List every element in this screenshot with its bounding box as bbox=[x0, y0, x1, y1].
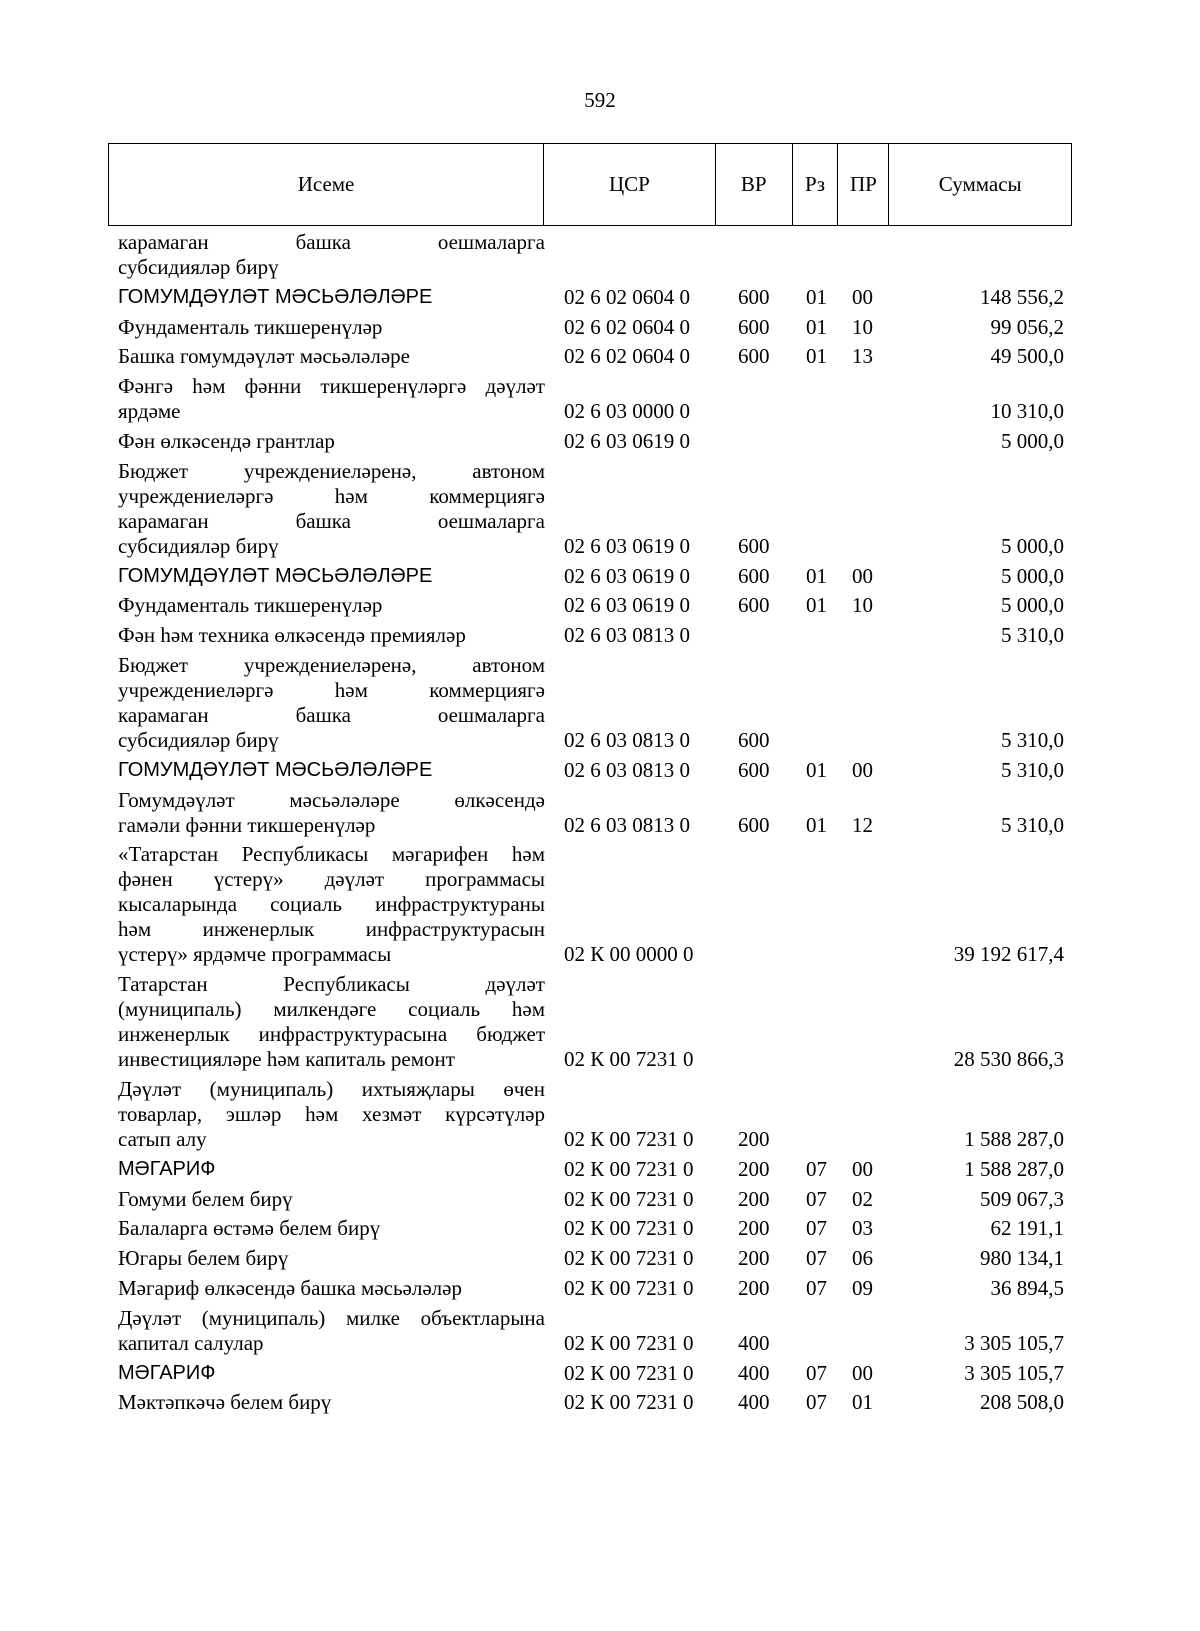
row-name-line: Югары белем бирү bbox=[118, 1246, 289, 1271]
row-name-line: Мәктәпкәчә белем бирү bbox=[118, 1390, 332, 1415]
row-sum: 509 067,3 bbox=[980, 1186, 1064, 1211]
row-csr: 02 6 02 0604 0 bbox=[564, 284, 690, 309]
table-row bbox=[0, 230, 1200, 280]
row-name bbox=[118, 842, 545, 967]
row-rz: 01 bbox=[806, 284, 827, 309]
table-row bbox=[0, 285, 1200, 310]
table-row bbox=[0, 1306, 1200, 1356]
row-vr: 600 bbox=[738, 812, 770, 837]
row-name-line: МӘГАРИФ bbox=[118, 1361, 216, 1384]
row-name-line: «Татарстан Республикасы мәгарифен һәм bbox=[118, 842, 545, 867]
row-vr: 600 bbox=[738, 757, 770, 782]
row-csr: 02 К 00 0000 0 bbox=[564, 942, 694, 967]
row-rz: 07 bbox=[806, 1390, 827, 1415]
row-csr: 02 6 03 0619 0 bbox=[564, 533, 690, 558]
row-name-line: Гомуми белем бирү bbox=[118, 1186, 293, 1211]
table-row bbox=[0, 1157, 1200, 1182]
table-row bbox=[0, 1187, 1200, 1212]
page-number: 592 bbox=[584, 88, 616, 112]
row-pr: 00 bbox=[852, 757, 873, 782]
row-vr: 600 bbox=[738, 728, 770, 752]
row-name-line: ГОМУМДӘҮЛӘТ МӘСЬӘЛӘЛӘРЕ bbox=[118, 285, 433, 308]
row-name-line: Фундаменталь тикшеренүләр bbox=[118, 314, 383, 339]
row-vr: 400 bbox=[738, 1360, 770, 1385]
row-pr: 13 bbox=[852, 344, 873, 369]
row-vr: 600 bbox=[738, 533, 770, 558]
row-csr: 02 К 00 7231 0 bbox=[564, 1276, 694, 1300]
row-name bbox=[118, 1361, 545, 1386]
row-sum: 36 894,5 bbox=[990, 1276, 1064, 1300]
row-name bbox=[118, 459, 545, 559]
row-name-line: Балаларга өстәмә белем бирү bbox=[118, 1216, 381, 1241]
row-pr: 00 bbox=[852, 1360, 873, 1385]
row-name-line: гамәли фәнни тикшеренүләр bbox=[118, 812, 376, 837]
row-name-line: Фәнгә һәм фәнни тикшеренүләргә дәүләт bbox=[118, 374, 545, 399]
row-name bbox=[118, 972, 545, 1072]
row-vr: 200 bbox=[738, 1246, 770, 1271]
row-name-line: карамаган башка оешмаларга bbox=[118, 703, 545, 727]
row-name-line: учреждениеләргә һәм коммерциягә bbox=[118, 678, 545, 702]
row-csr: 02 К 00 7231 0 bbox=[564, 1127, 694, 1151]
row-name bbox=[118, 788, 545, 838]
row-csr: 02 6 03 0813 0 bbox=[564, 757, 690, 782]
row-sum: 5 000,0 bbox=[1001, 533, 1064, 558]
row-rz: 01 bbox=[806, 757, 827, 782]
table-row bbox=[0, 1276, 1200, 1301]
row-name bbox=[118, 1187, 545, 1212]
table-row bbox=[0, 788, 1200, 838]
table-row bbox=[0, 459, 1200, 559]
row-name bbox=[118, 1157, 545, 1182]
row-name-line: инженерлык инфраструктурасына бюджет bbox=[118, 1022, 545, 1047]
row-sum: 5 000,0 bbox=[1001, 429, 1064, 453]
row-name-line: Дәүләт (муниципаль) ихтыяҗлары өчен bbox=[118, 1077, 545, 1101]
row-csr: 02 К 00 7231 0 bbox=[564, 1216, 694, 1241]
row-csr: 02 6 03 0619 0 bbox=[564, 429, 690, 453]
table-row bbox=[0, 344, 1200, 369]
row-name bbox=[118, 1216, 545, 1241]
row-vr: 400 bbox=[738, 1390, 770, 1415]
table-row bbox=[0, 1077, 1200, 1152]
row-name bbox=[118, 429, 545, 454]
row-name-line: (муниципаль) милкендәге социаль һәм bbox=[118, 997, 545, 1022]
row-name-line: инвестицияләре һәм капиталь ремонт bbox=[118, 1047, 455, 1072]
row-name bbox=[118, 1306, 545, 1356]
row-name-line: Фән һәм техника өлкәсендә премияләр bbox=[118, 623, 466, 648]
table-row bbox=[0, 1390, 1200, 1415]
row-vr: 200 bbox=[738, 1127, 770, 1151]
row-name-line: сатып алу bbox=[118, 1127, 207, 1151]
row-name bbox=[118, 1077, 545, 1152]
row-pr: 01 bbox=[852, 1390, 873, 1415]
row-name bbox=[118, 285, 545, 310]
row-sum: 5 000,0 bbox=[1001, 563, 1064, 588]
row-sum: 148 556,2 bbox=[980, 284, 1064, 309]
row-sum: 1 588 287,0 bbox=[964, 1127, 1064, 1151]
row-name-line: Бюджет учреждениеләренә, автоном bbox=[118, 458, 545, 483]
row-name-line: МӘГАРИФ bbox=[118, 1157, 216, 1180]
row-csr: 02 6 03 0813 0 bbox=[564, 728, 690, 752]
row-vr: 600 bbox=[738, 314, 770, 339]
row-name bbox=[118, 1276, 545, 1301]
row-name-line: субсидияләр бирү bbox=[118, 728, 279, 752]
row-csr: 02 6 02 0604 0 bbox=[564, 314, 690, 339]
row-vr: 200 bbox=[738, 1156, 770, 1181]
row-vr: 200 bbox=[738, 1186, 770, 1211]
row-sum: 10 310,0 bbox=[990, 399, 1064, 424]
row-name-line: ГОМУМДӘҮЛӘТ МӘСЬӘЛӘЛӘРЕ bbox=[118, 564, 433, 587]
table-row bbox=[0, 315, 1200, 340]
table-row bbox=[0, 623, 1200, 648]
row-name-line: Башка гомумдәүләт мәсьәләләре bbox=[118, 344, 410, 369]
row-name-line: Гомумдәүләт мәсьәләләре өлкәсендә bbox=[118, 787, 545, 812]
row-name-line: һәм инженерлык инфраструктурасын bbox=[118, 917, 545, 942]
header-csr: ЦСР bbox=[544, 144, 716, 225]
row-name bbox=[118, 344, 545, 369]
row-name-line: үстерү» ярдәмче программасы bbox=[118, 942, 392, 967]
row-sum: 980 134,1 bbox=[980, 1246, 1064, 1271]
table-row bbox=[0, 842, 1200, 967]
row-rz: 07 bbox=[806, 1360, 827, 1385]
row-sum: 5 310,0 bbox=[1001, 812, 1064, 837]
row-sum: 208 508,0 bbox=[980, 1390, 1064, 1415]
row-csr: 02 К 00 7231 0 bbox=[564, 1047, 694, 1072]
row-name bbox=[118, 230, 545, 280]
row-rz: 01 bbox=[806, 593, 827, 618]
row-rz: 01 bbox=[806, 563, 827, 588]
table-header bbox=[108, 143, 1072, 226]
header-vr: ВР bbox=[716, 144, 793, 225]
row-name bbox=[118, 1390, 545, 1415]
row-vr: 600 bbox=[738, 344, 770, 369]
table-row bbox=[0, 758, 1200, 783]
row-pr: 10 bbox=[852, 593, 873, 618]
row-sum: 5 000,0 bbox=[1001, 593, 1064, 618]
row-csr: 02 6 03 0813 0 bbox=[564, 812, 690, 837]
table-row bbox=[0, 593, 1200, 618]
row-csr: 02 6 03 0619 0 bbox=[564, 563, 690, 588]
row-rz: 07 bbox=[806, 1186, 827, 1211]
row-rz: 01 bbox=[806, 314, 827, 339]
row-name-line: ГОМУМДӘҮЛӘТ МӘСЬӘЛӘЛӘРЕ bbox=[118, 758, 433, 781]
row-pr: 12 bbox=[852, 812, 873, 837]
row-name bbox=[118, 653, 545, 753]
row-name-line: Татарстан Республикасы дәүләт bbox=[118, 972, 545, 997]
row-name bbox=[118, 315, 545, 340]
row-name-line: учреждениеләргә һәм коммерциягә bbox=[118, 483, 545, 508]
row-name-line: карамаган башка оешмаларга bbox=[118, 508, 545, 533]
row-csr: 02 К 00 7231 0 bbox=[564, 1360, 694, 1385]
row-name-line: субсидияләр бирү bbox=[118, 255, 279, 279]
row-vr: 200 bbox=[738, 1216, 770, 1241]
row-rz: 01 bbox=[806, 812, 827, 837]
row-sum: 62 191,1 bbox=[990, 1216, 1064, 1241]
row-name-line: Бюджет учреждениеләренә, автоном bbox=[118, 653, 545, 677]
row-rz: 07 bbox=[806, 1216, 827, 1241]
row-name-line: карамаган башка оешмаларга bbox=[118, 230, 545, 254]
row-name bbox=[118, 593, 545, 618]
header-sum: Суммасы bbox=[938, 172, 1022, 196]
row-sum: 3 305 105,7 bbox=[964, 1360, 1064, 1385]
row-name bbox=[118, 374, 545, 424]
row-name-line: субсидияләр бирү bbox=[118, 533, 279, 558]
row-sum: 5 310,0 bbox=[1001, 757, 1064, 782]
row-csr: 02 К 00 7231 0 bbox=[564, 1156, 694, 1181]
header-pr: ПР bbox=[838, 144, 889, 225]
row-pr: 02 bbox=[852, 1186, 873, 1211]
row-name-line: ярдәме bbox=[118, 399, 181, 424]
row-pr: 03 bbox=[852, 1216, 873, 1241]
row-csr: 02 К 00 7231 0 bbox=[564, 1390, 694, 1415]
row-name bbox=[118, 1246, 545, 1271]
row-csr: 02 К 00 7231 0 bbox=[564, 1186, 694, 1211]
table-row bbox=[0, 429, 1200, 454]
row-sum: 49 500,0 bbox=[990, 344, 1064, 369]
row-sum: 39 192 617,4 bbox=[953, 942, 1064, 967]
row-name-line: фәнен үстерү» дәүләт программасы bbox=[118, 867, 545, 892]
row-csr: 02 6 03 0000 0 bbox=[564, 399, 690, 424]
row-vr: 200 bbox=[738, 1276, 770, 1300]
table-row bbox=[0, 1216, 1200, 1241]
row-rz: 07 bbox=[806, 1276, 827, 1300]
row-name-line: Фундаменталь тикшеренүләр bbox=[118, 593, 383, 618]
row-sum: 5 310,0 bbox=[1001, 728, 1064, 752]
table-row bbox=[0, 1361, 1200, 1386]
row-name-line: товарлар, эшләр һәм хезмәт күрсәтүләр bbox=[118, 1102, 545, 1126]
table-row bbox=[0, 1246, 1200, 1271]
row-name-line: Мәгариф өлкәсендә башка мәсьәләләр bbox=[118, 1276, 462, 1300]
row-vr: 600 bbox=[738, 563, 770, 588]
table-row bbox=[0, 374, 1200, 424]
table-row bbox=[0, 564, 1200, 589]
row-csr: 02 К 00 7231 0 bbox=[564, 1330, 694, 1355]
row-pr: 10 bbox=[852, 314, 873, 339]
header-name: Исеме bbox=[109, 144, 544, 225]
row-name bbox=[118, 758, 545, 783]
row-name bbox=[118, 623, 545, 648]
row-name-line: Дәүләт (муниципаль) милке объектларына bbox=[118, 1305, 545, 1330]
row-vr: 600 bbox=[738, 593, 770, 618]
row-name-line: Фән өлкәсендә грантлар bbox=[118, 429, 335, 453]
row-sum: 99 056,2 bbox=[990, 314, 1064, 339]
row-pr: 00 bbox=[852, 284, 873, 309]
row-pr: 00 bbox=[852, 1156, 873, 1181]
row-csr: 02 6 03 0619 0 bbox=[564, 593, 690, 618]
row-vr: 400 bbox=[738, 1330, 770, 1355]
row-name-line: капитал салулар bbox=[118, 1330, 264, 1355]
table-row bbox=[0, 972, 1200, 1072]
row-rz: 01 bbox=[806, 344, 827, 369]
row-sum: 3 305 105,7 bbox=[964, 1330, 1064, 1355]
row-sum: 28 530 866,3 bbox=[953, 1047, 1064, 1072]
row-csr: 02 К 00 7231 0 bbox=[564, 1246, 694, 1271]
row-csr: 02 6 03 0813 0 bbox=[564, 623, 690, 648]
row-rz: 07 bbox=[806, 1246, 827, 1271]
row-vr: 600 bbox=[738, 284, 770, 309]
row-sum: 5 310,0 bbox=[1001, 623, 1064, 648]
row-name-line: кысаларында социаль инфраструктураны bbox=[118, 892, 545, 917]
row-pr: 00 bbox=[852, 563, 873, 588]
row-pr: 06 bbox=[852, 1246, 873, 1271]
row-pr: 09 bbox=[852, 1276, 873, 1300]
row-name bbox=[118, 564, 545, 589]
row-rz: 07 bbox=[806, 1156, 827, 1181]
row-csr: 02 6 02 0604 0 bbox=[564, 344, 690, 369]
header-rz: Рз bbox=[793, 144, 839, 225]
table-row bbox=[0, 653, 1200, 753]
row-sum: 1 588 287,0 bbox=[964, 1156, 1064, 1181]
